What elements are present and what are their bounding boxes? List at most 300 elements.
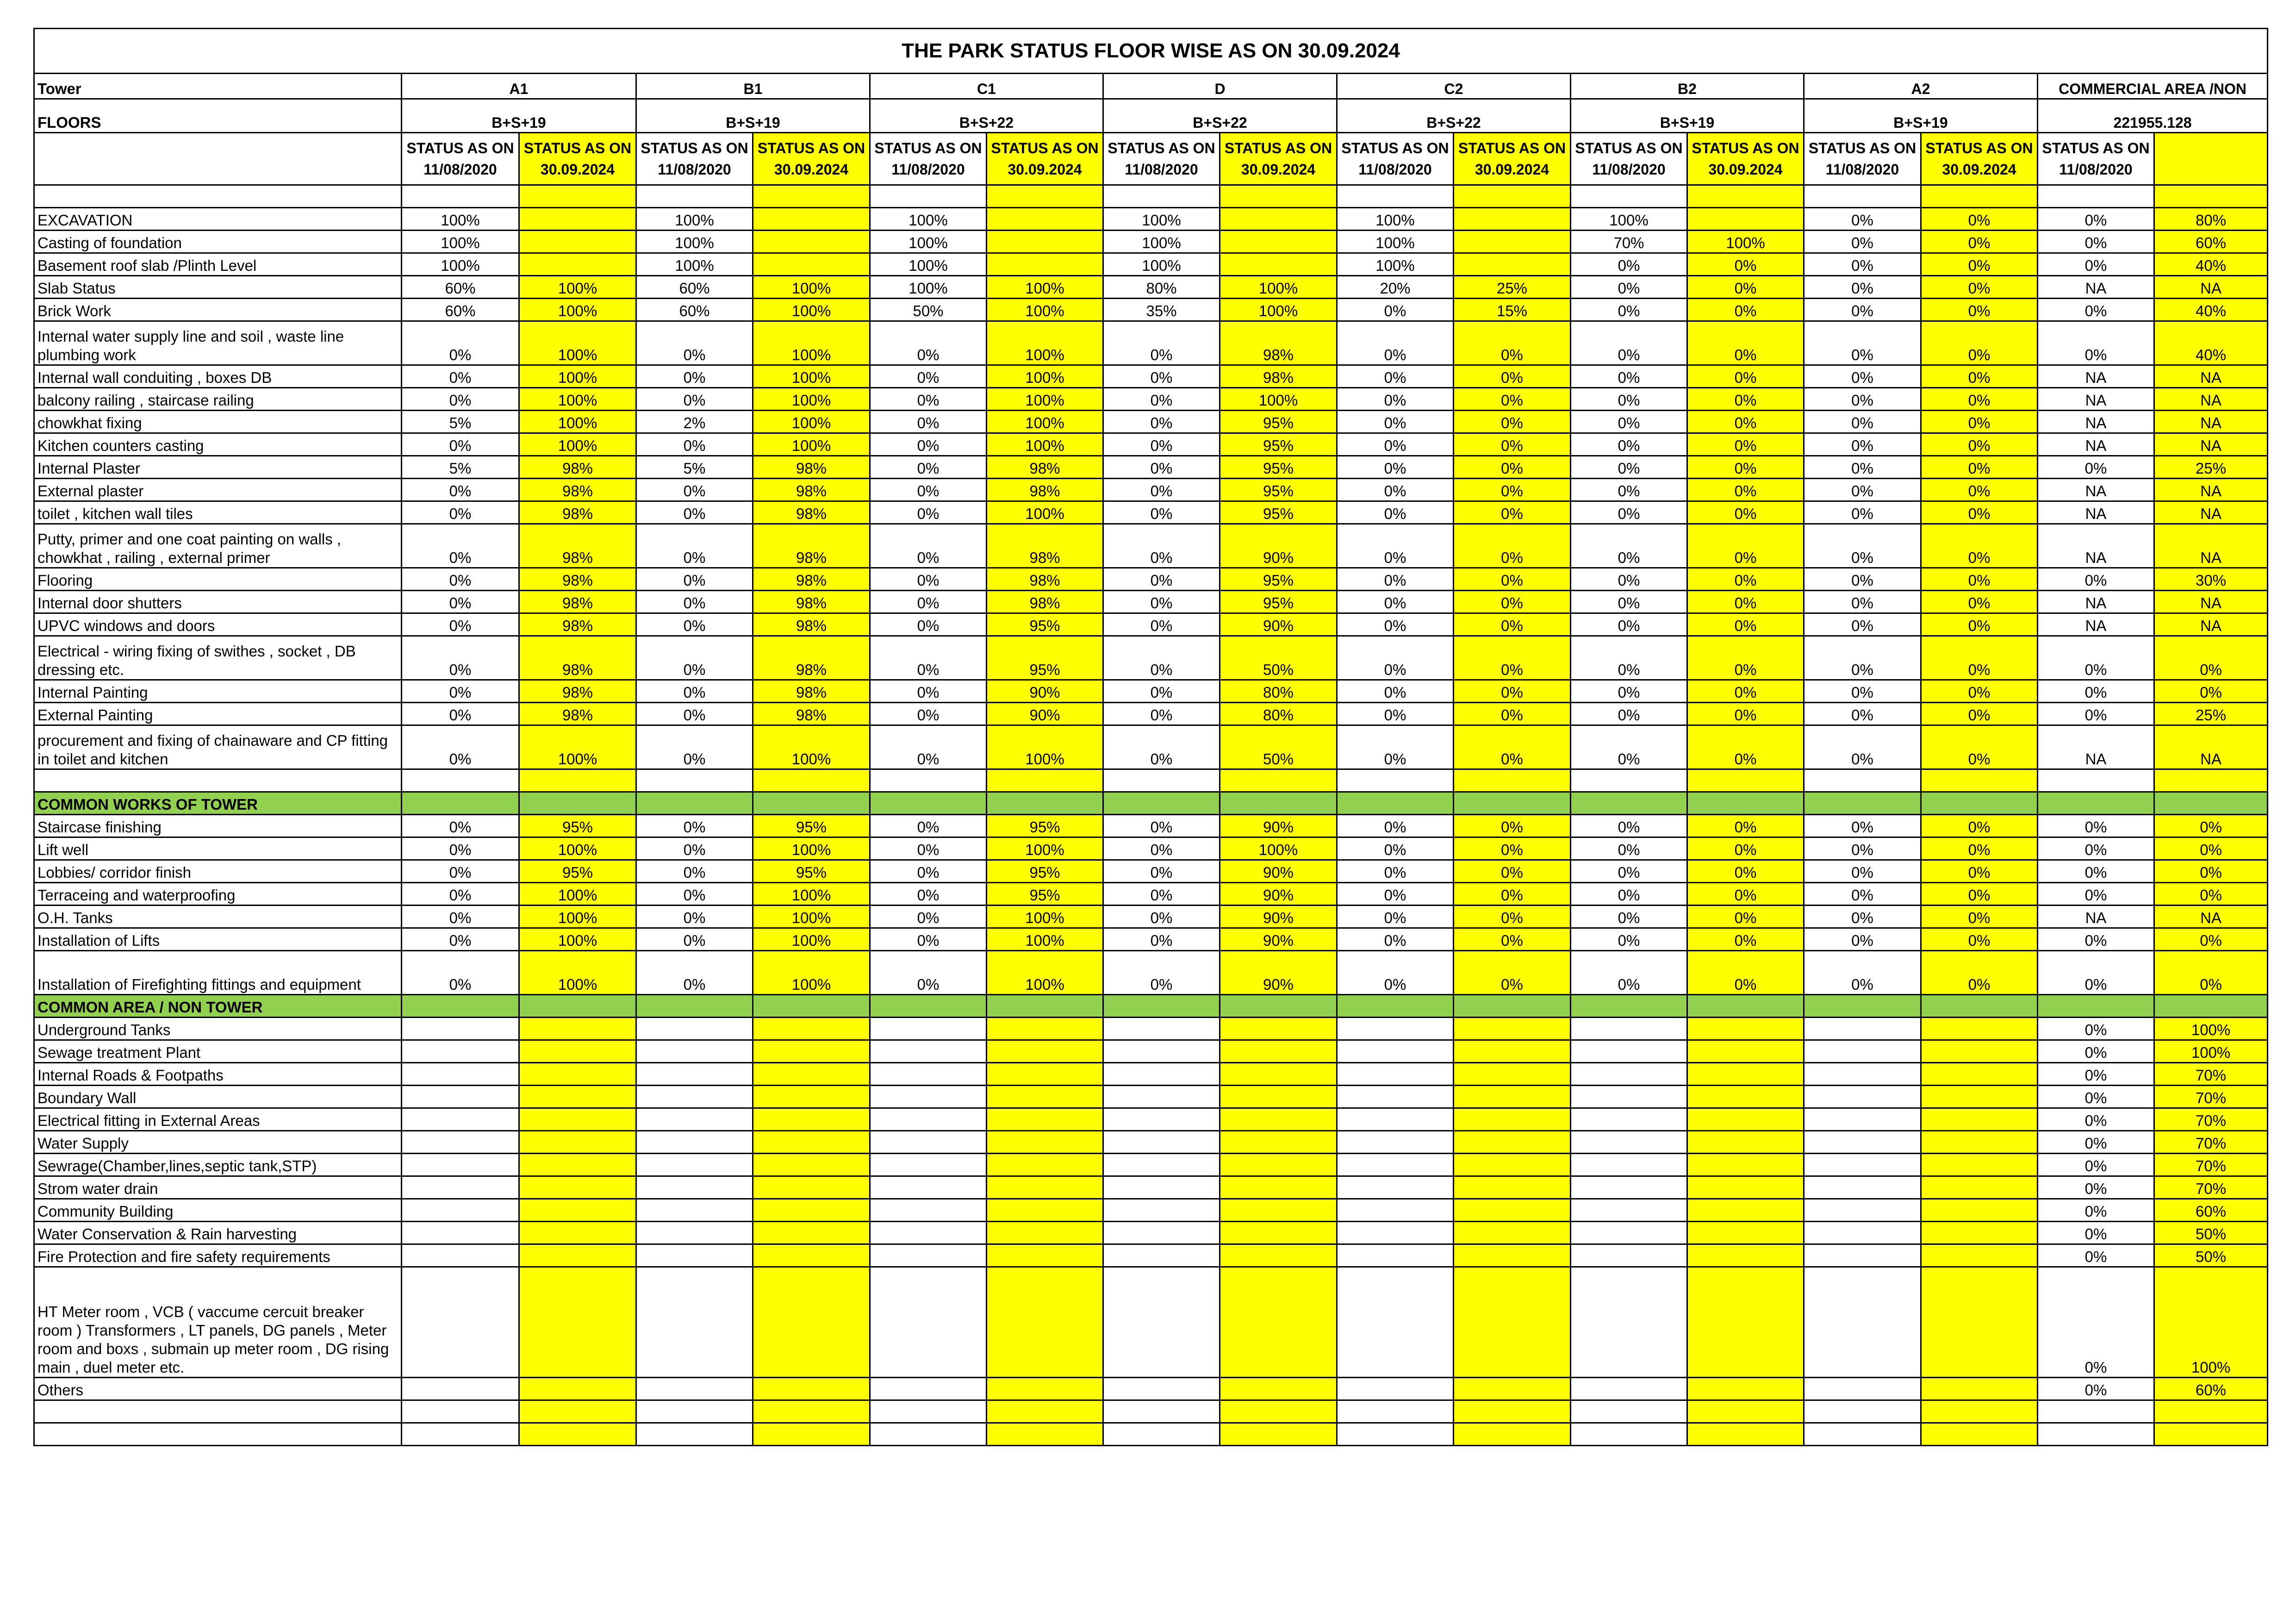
status-value: 98%	[753, 479, 870, 501]
status-value	[636, 1086, 753, 1108]
status-value: 70%	[2154, 1108, 2268, 1131]
section-fill	[1220, 995, 1337, 1018]
status-value: 0%	[870, 524, 987, 568]
table-row	[34, 276, 2268, 299]
status-value	[1220, 1040, 1337, 1063]
status-value: 0%	[1571, 951, 1687, 995]
status-value	[1220, 208, 1337, 231]
table-row	[34, 680, 2268, 703]
status-value	[1454, 1040, 1571, 1063]
status-value: 5%	[402, 456, 519, 479]
status-value: 70%	[2154, 1086, 2268, 1108]
status-value: 70%	[2154, 1154, 2268, 1176]
status-value: 0%	[1454, 524, 1571, 568]
status-new-header: STATUS AS ON 30.09.2024	[1220, 133, 1337, 185]
status-value: 0%	[402, 951, 519, 995]
status-row-label	[34, 133, 402, 185]
status-value: 0%	[1804, 906, 1921, 928]
status-value: 0%	[1804, 928, 1921, 951]
status-value: 0%	[1571, 501, 1687, 524]
status-value	[1220, 231, 1337, 253]
status-value	[753, 1222, 870, 1244]
row-label: Water Conservation & Rain harvesting	[34, 1222, 402, 1244]
status-value	[1103, 1018, 1220, 1040]
status-value: 0%	[636, 928, 753, 951]
status-value: 0%	[1103, 501, 1220, 524]
status-value: 0%	[1103, 928, 1220, 951]
status-value	[987, 1154, 1103, 1176]
status-value: 0%	[1103, 636, 1220, 680]
status-value	[1804, 1131, 1921, 1154]
status-value: 0%	[1921, 725, 2038, 769]
status-value: 100%	[987, 433, 1103, 456]
blank-cell	[2038, 769, 2154, 792]
status-value: 0%	[1454, 456, 1571, 479]
status-value	[1921, 1108, 2038, 1131]
blank-cell	[34, 769, 402, 792]
status-value: NA	[2154, 276, 2268, 299]
status-value: 98%	[753, 456, 870, 479]
blank-cell	[1804, 185, 1921, 208]
status-value: 0%	[1687, 501, 1804, 524]
status-value: 0%	[1921, 928, 2038, 951]
status-value: 0%	[1337, 703, 1454, 725]
status-value: 0%	[870, 613, 987, 636]
status-value: 0%	[1921, 299, 2038, 321]
status-old-header: STATUS AS ON 11/08/2020	[636, 133, 753, 185]
status-value: 0%	[1687, 433, 1804, 456]
status-value: 95%	[987, 636, 1103, 680]
status-value	[1571, 1199, 1687, 1222]
row-label: O.H. Tanks	[34, 906, 402, 928]
status-value: 0%	[1103, 725, 1220, 769]
status-old-header: STATUS AS ON 11/08/2020	[1804, 133, 1921, 185]
status-value: 0%	[870, 906, 987, 928]
status-value: 0%	[1804, 680, 1921, 703]
status-value	[1220, 1222, 1337, 1244]
status-value	[1454, 1267, 1571, 1378]
status-value: 35%	[1103, 299, 1220, 321]
status-old-header: STATUS AS ON 11/08/2020	[1103, 133, 1220, 185]
status-value	[987, 208, 1103, 231]
status-value: 100%	[519, 883, 636, 906]
section-fill	[1687, 792, 1804, 815]
blank-cell	[34, 1400, 402, 1423]
status-value: 0%	[1571, 365, 1687, 388]
status-value: NA	[2038, 501, 2154, 524]
status-value: NA	[2038, 433, 2154, 456]
status-value	[519, 1222, 636, 1244]
status-value	[1804, 1378, 1921, 1400]
status-value: 0%	[1921, 906, 2038, 928]
status-value: 0%	[1454, 951, 1571, 995]
status-value: 0%	[1687, 388, 1804, 411]
blank-cell	[1571, 769, 1687, 792]
status-value: 20%	[1337, 276, 1454, 299]
status-value: 98%	[519, 524, 636, 568]
status-value	[1454, 1108, 1571, 1131]
status-value: 0%	[2038, 1131, 2154, 1154]
section-fill	[870, 792, 987, 815]
status-value: 40%	[2154, 299, 2268, 321]
status-value: 0%	[636, 433, 753, 456]
status-value: 0%	[1921, 636, 2038, 680]
status-value	[1454, 1131, 1571, 1154]
status-value	[636, 1199, 753, 1222]
status-value	[636, 1108, 753, 1131]
status-new-header: STATUS AS ON 30.09.2024	[519, 133, 636, 185]
row-label: External plaster	[34, 479, 402, 501]
row-label: Kitchen counters casting	[34, 433, 402, 456]
status-value: NA	[2038, 276, 2154, 299]
status-value	[1921, 1199, 2038, 1222]
status-value	[402, 1063, 519, 1086]
status-value: 0%	[2154, 680, 2268, 703]
status-value: 100%	[1103, 253, 1220, 276]
status-value: 100%	[1337, 231, 1454, 253]
status-value	[402, 1040, 519, 1063]
section-fill	[1103, 995, 1220, 1018]
status-value: 100%	[753, 276, 870, 299]
section-fill	[1804, 995, 1921, 1018]
status-value: 100%	[519, 906, 636, 928]
status-value: 0%	[2154, 860, 2268, 883]
status-value: 0%	[402, 725, 519, 769]
status-value: 25%	[2154, 456, 2268, 479]
blank-cell	[870, 1400, 987, 1423]
status-value	[987, 1040, 1103, 1063]
blank-cell	[870, 769, 987, 792]
status-value: 0%	[1921, 860, 2038, 883]
status-value: NA	[2038, 591, 2154, 613]
status-value: 0%	[636, 815, 753, 837]
status-value: 60%	[2154, 231, 2268, 253]
status-value: 100%	[987, 365, 1103, 388]
status-value: NA	[2154, 433, 2268, 456]
blank-cell	[1454, 1400, 1571, 1423]
status-value	[1337, 1154, 1454, 1176]
status-value: 98%	[987, 456, 1103, 479]
tower-name-1: B1	[636, 74, 870, 99]
status-value	[519, 1108, 636, 1131]
status-value	[1337, 1244, 1454, 1267]
status-value	[1571, 1040, 1687, 1063]
status-value	[1804, 1086, 1921, 1108]
status-value	[1103, 1222, 1220, 1244]
status-value: 0%	[636, 906, 753, 928]
status-value: 15%	[1454, 299, 1571, 321]
status-value	[1220, 1244, 1337, 1267]
status-value: 0%	[2154, 928, 2268, 951]
blank-cell	[1454, 769, 1571, 792]
status-value	[1337, 1086, 1454, 1108]
status-value	[1103, 1154, 1220, 1176]
section-fill	[1571, 995, 1687, 1018]
blank-cell	[1921, 185, 2038, 208]
row-label: UPVC windows and doors	[34, 613, 402, 636]
row-label: chowkhat fixing	[34, 411, 402, 433]
status-value: 90%	[1220, 883, 1337, 906]
table-row	[34, 1154, 2268, 1176]
tower-floors-3: B+S+22	[1103, 99, 1337, 133]
status-value	[402, 1176, 519, 1199]
status-value: 98%	[987, 524, 1103, 568]
status-value: NA	[2154, 411, 2268, 433]
blank-cell	[1804, 1400, 1921, 1423]
table-row	[34, 636, 2268, 680]
status-value: 0%	[1103, 411, 1220, 433]
status-value: 0%	[1804, 951, 1921, 995]
status-value	[636, 1063, 753, 1086]
status-value: 0%	[1103, 613, 1220, 636]
status-value: 0%	[1337, 725, 1454, 769]
status-value: 0%	[636, 703, 753, 725]
status-value	[1571, 1108, 1687, 1131]
status-value: 100%	[987, 411, 1103, 433]
status-value: 0%	[402, 860, 519, 883]
row-label: Lobbies/ corridor finish	[34, 860, 402, 883]
status-value	[1571, 1378, 1687, 1400]
status-value: 95%	[1220, 411, 1337, 433]
status-value: 98%	[753, 613, 870, 636]
status-value: 0%	[1454, 613, 1571, 636]
status-value: 0%	[2038, 253, 2154, 276]
status-value	[1687, 1154, 1804, 1176]
status-value	[402, 1244, 519, 1267]
status-value	[1103, 1108, 1220, 1131]
status-value: 0%	[1687, 411, 1804, 433]
status-value: 70%	[2154, 1176, 2268, 1199]
status-value: 0%	[1804, 253, 1921, 276]
status-value	[1804, 1176, 1921, 1199]
row-label: Sewrage(Chamber,lines,septic tank,STP)	[34, 1154, 402, 1176]
row-label: Basement roof slab /Plinth Level	[34, 253, 402, 276]
status-value: 100%	[1103, 231, 1220, 253]
status-value: 0%	[1804, 433, 1921, 456]
status-value	[519, 1154, 636, 1176]
table-row	[34, 883, 2268, 906]
blank-cell	[1921, 1423, 2038, 1446]
blank-cell	[1687, 185, 1804, 208]
status-value: 90%	[987, 680, 1103, 703]
status-value: 80%	[1220, 680, 1337, 703]
table-row	[34, 456, 2268, 479]
status-value: NA	[2038, 906, 2154, 928]
status-value	[1687, 1018, 1804, 1040]
status-value: 70%	[2154, 1131, 2268, 1154]
status-value: 0%	[402, 837, 519, 860]
status-value: 100%	[987, 388, 1103, 411]
status-value: 0%	[1103, 388, 1220, 411]
status-value: 0%	[1337, 636, 1454, 680]
status-value	[753, 1063, 870, 1086]
status-value	[987, 231, 1103, 253]
status-value: 0%	[1571, 479, 1687, 501]
status-value	[1454, 1199, 1571, 1222]
blank-cell	[2038, 1423, 2154, 1446]
status-value	[753, 1108, 870, 1131]
status-value: 0%	[1571, 613, 1687, 636]
status-value	[1571, 1018, 1687, 1040]
status-value: 0%	[402, 365, 519, 388]
row-label: Strom water drain	[34, 1176, 402, 1199]
blank-cell	[987, 1400, 1103, 1423]
status-value: 0%	[1454, 837, 1571, 860]
status-value: 90%	[1220, 928, 1337, 951]
status-value	[987, 1244, 1103, 1267]
status-value: 100%	[519, 837, 636, 860]
tower-name-2: C1	[870, 74, 1103, 99]
status-value	[753, 1378, 870, 1400]
table-row	[34, 928, 2268, 951]
status-value: 98%	[519, 568, 636, 591]
status-value: 95%	[1220, 433, 1337, 456]
status-value: 0%	[870, 636, 987, 680]
blank-cell	[636, 1423, 753, 1446]
status-value	[1454, 1086, 1571, 1108]
status-value	[870, 1086, 987, 1108]
status-value: 0%	[1454, 365, 1571, 388]
section-fill	[636, 995, 753, 1018]
status-value: 0%	[870, 883, 987, 906]
status-value: 0%	[2038, 321, 2154, 365]
table-row	[34, 725, 2268, 769]
status-value: 0%	[1804, 365, 1921, 388]
section-fill	[1687, 995, 1804, 1018]
section-fill	[987, 792, 1103, 815]
status-value: 100%	[753, 928, 870, 951]
status-value: 0%	[1337, 456, 1454, 479]
status-value: 0%	[1103, 883, 1220, 906]
table-row	[34, 613, 2268, 636]
status-value: 0%	[636, 501, 753, 524]
status-value: 0%	[2038, 815, 2154, 837]
status-value	[1103, 1040, 1220, 1063]
blank-cell	[987, 769, 1103, 792]
status-value: 0%	[870, 591, 987, 613]
blank-cell	[402, 1400, 519, 1423]
status-value: NA	[2154, 388, 2268, 411]
blank-cell	[1103, 1400, 1220, 1423]
status-value	[636, 1018, 753, 1040]
status-value: 100%	[987, 321, 1103, 365]
status-value: 80%	[1103, 276, 1220, 299]
status-value: 0%	[1454, 568, 1571, 591]
status-value: 0%	[2038, 703, 2154, 725]
section-fill	[2038, 995, 2154, 1018]
status-value: 95%	[1220, 591, 1337, 613]
status-new-header: STATUS AS ON 30.09.2024	[1921, 133, 2038, 185]
blank-cell	[1103, 769, 1220, 792]
status-value: 0%	[1687, 883, 1804, 906]
status-value	[753, 253, 870, 276]
status-value	[1921, 1040, 2038, 1063]
status-value: 0%	[1687, 906, 1804, 928]
status-value: 100%	[2154, 1018, 2268, 1040]
status-value	[1220, 1199, 1337, 1222]
sheet-title: THE PARK STATUS FLOOR WISE AS ON 30.09.2024	[34, 29, 2268, 74]
status-value	[1103, 1267, 1220, 1378]
status-value: NA	[2154, 591, 2268, 613]
section-fill	[2154, 792, 2268, 815]
status-value	[1454, 1063, 1571, 1086]
status-value	[636, 1176, 753, 1199]
status-value: 0%	[1571, 928, 1687, 951]
status-value: 100%	[1103, 208, 1220, 231]
status-value: 100%	[753, 951, 870, 995]
status-value: 0%	[402, 591, 519, 613]
status-value: 0%	[636, 883, 753, 906]
blank-cell	[753, 769, 870, 792]
status-value: NA	[2038, 613, 2154, 636]
status-value	[519, 1086, 636, 1108]
status-value	[1804, 1267, 1921, 1378]
status-value: 0%	[1687, 276, 1804, 299]
status-value	[402, 1108, 519, 1131]
status-value: 95%	[1220, 568, 1337, 591]
status-value: 0%	[1921, 365, 2038, 388]
status-value	[1921, 1176, 2038, 1199]
status-value: 0%	[1921, 883, 2038, 906]
status-value: 0%	[1687, 456, 1804, 479]
status-value	[1804, 1063, 1921, 1086]
status-value: 0%	[870, 928, 987, 951]
status-value: 0%	[1571, 276, 1687, 299]
status-value	[519, 1063, 636, 1086]
status-value: 0%	[402, 815, 519, 837]
section-fill	[519, 995, 636, 1018]
status-value	[870, 1222, 987, 1244]
status-value: 0%	[1103, 456, 1220, 479]
status-value: 0%	[1804, 860, 1921, 883]
status-value: 0%	[870, 725, 987, 769]
status-value	[1103, 1131, 1220, 1154]
blank-cell	[1220, 185, 1337, 208]
blank-cell	[1687, 1400, 1804, 1423]
status-new-header: STATUS AS ON 30.09.2024	[987, 133, 1103, 185]
row-label: Internal water supply line and soil , waste line plumbing work	[34, 321, 402, 365]
status-value: 0%	[1804, 411, 1921, 433]
status-value	[753, 1176, 870, 1199]
status-value: 0%	[1687, 636, 1804, 680]
status-value: 0%	[1804, 479, 1921, 501]
status-value: NA	[2038, 365, 2154, 388]
status-value	[1571, 1244, 1687, 1267]
status-value: 0%	[636, 680, 753, 703]
status-value: 0%	[1687, 299, 1804, 321]
status-value: 0%	[636, 951, 753, 995]
table-row	[34, 1244, 2268, 1267]
status-value	[519, 1244, 636, 1267]
status-value	[753, 1018, 870, 1040]
status-value	[519, 1040, 636, 1063]
status-value	[870, 1244, 987, 1267]
status-value	[987, 1267, 1103, 1378]
status-value	[1454, 1222, 1571, 1244]
status-value: 0%	[870, 411, 987, 433]
status-value: 100%	[753, 725, 870, 769]
status-value: 0%	[1454, 860, 1571, 883]
status-value: NA	[2038, 388, 2154, 411]
status-value: 0%	[1337, 568, 1454, 591]
status-value: 0%	[1804, 208, 1921, 231]
status-value	[753, 1244, 870, 1267]
status-value: 100%	[519, 433, 636, 456]
status-value	[402, 1267, 519, 1378]
blank-cell	[1921, 1400, 2038, 1423]
status-value	[1804, 1018, 1921, 1040]
status-value: 0%	[1687, 253, 1804, 276]
